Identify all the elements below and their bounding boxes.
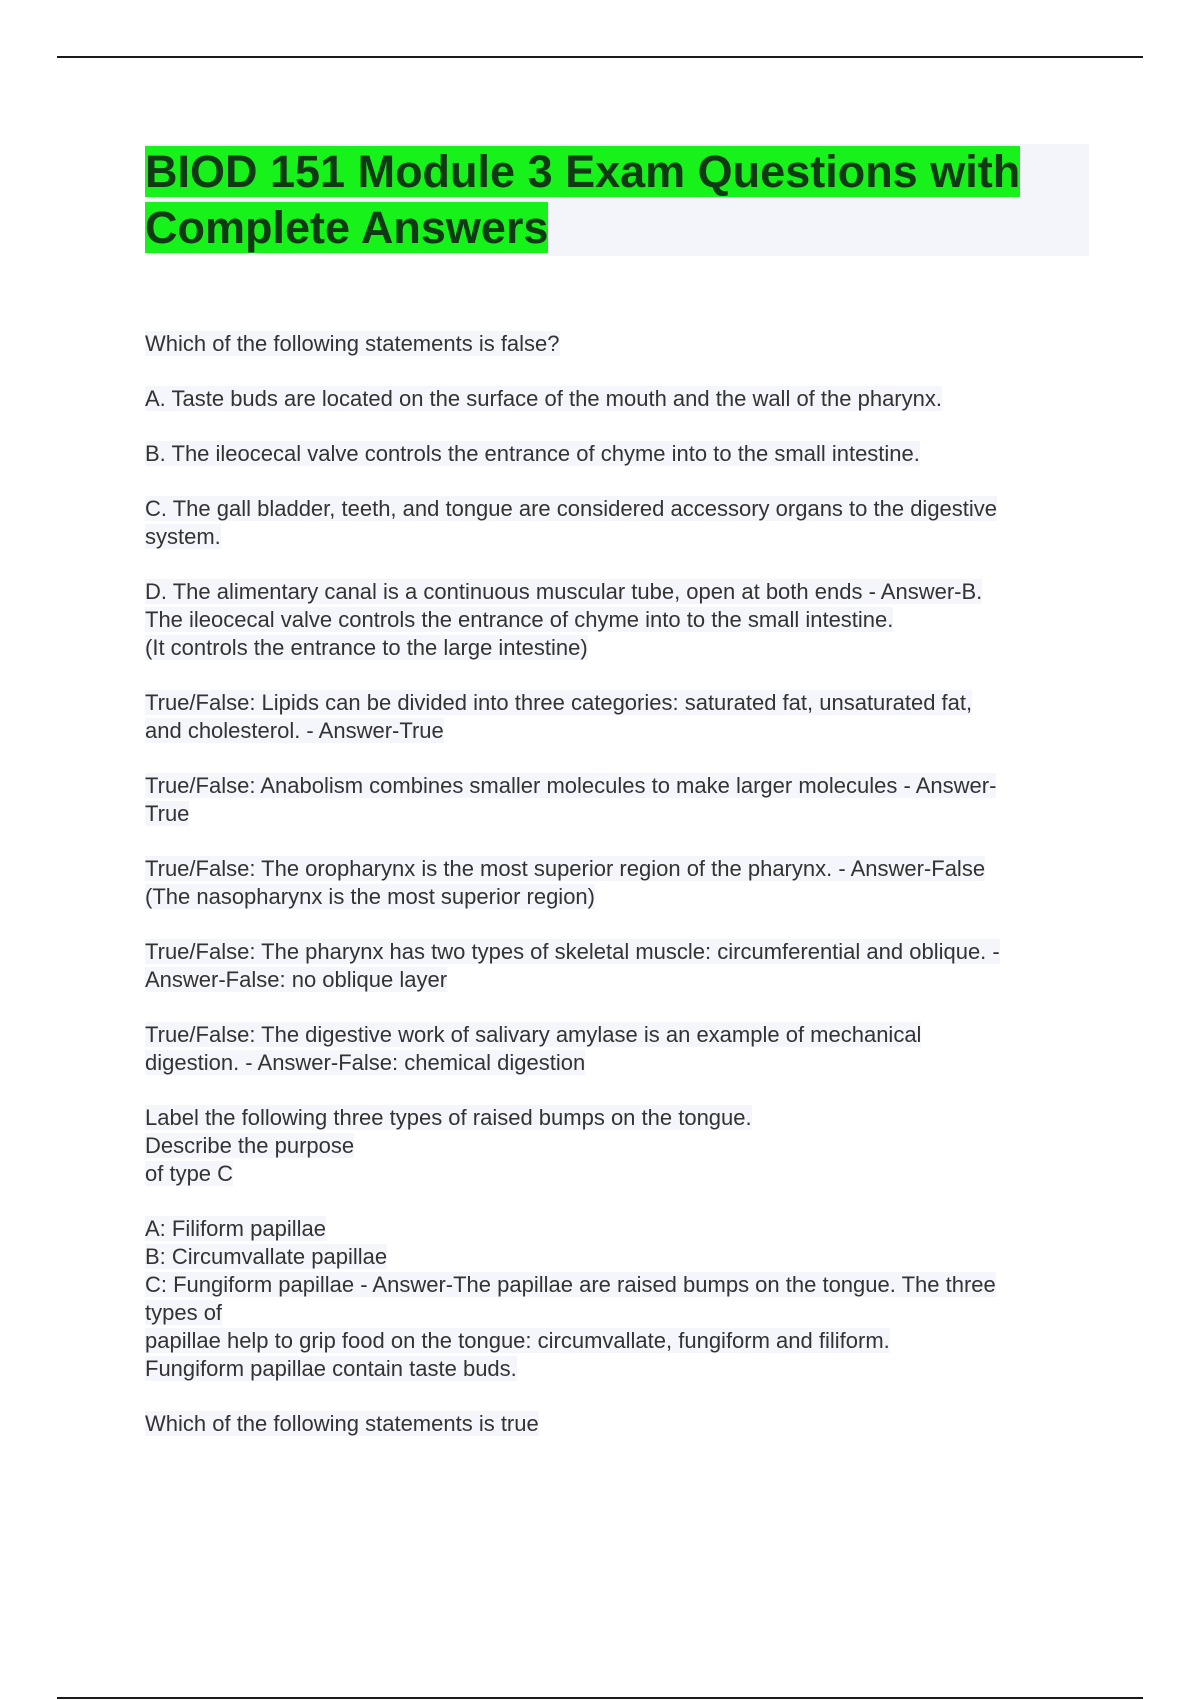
title-highlight: BIOD 151 Module 3 Exam Questions with Complete Answers	[145, 146, 1021, 253]
paragraph-line: True	[145, 801, 190, 826]
paragraph-line: A. Taste buds are located on the surface of the mouth and the wall of the pharynx.	[145, 386, 942, 411]
paragraph-line: Answer-False: no oblique layer	[145, 967, 448, 992]
paragraph-line: and cholesterol. - Answer-True	[145, 718, 444, 743]
title-block	[145, 144, 1089, 256]
paragraph	[145, 578, 1095, 662]
paragraph-line: True/False: The oropharynx is the most superior region of the pharynx. - Answer-False	[145, 856, 986, 881]
paragraph	[145, 938, 1095, 994]
paragraph-line: (It controls the entrance to the large intestine)	[145, 635, 588, 660]
paragraph	[145, 1215, 1095, 1383]
paragraph-line: Label the following three types of raised bumps on the tongue.	[145, 1105, 752, 1130]
paragraph	[145, 495, 1095, 551]
paragraph-line: Describe the purpose	[145, 1133, 355, 1158]
paragraph-line: True/False: Lipids can be divided into three categories: saturated fat, unsaturated fat,	[145, 690, 973, 715]
paragraph-line: B: Circumvallate papillae	[145, 1244, 388, 1269]
paragraph-line: C: Fungiform papillae - Answer-The papillae are raised bumps on the tongue. The three	[145, 1272, 996, 1297]
paragraph-line: B. The ileocecal valve controls the entrance of chyme into to the small intestine.	[145, 441, 920, 466]
paragraph	[145, 330, 1095, 358]
paragraph-line: papillae help to grip food on the tongue: circumvallate, fungiform and filiform.	[145, 1328, 890, 1353]
paragraph	[145, 385, 1095, 413]
paragraph-line: True/False: Anabolism combines smaller molecules to make larger molecules - Answer-	[145, 773, 997, 798]
paragraph-line: (The nasopharynx is the most superior region)	[145, 884, 595, 909]
paragraph-line: The ileocecal valve controls the entrance of chyme into to the small intestine.	[145, 607, 894, 632]
document-title	[145, 144, 1089, 256]
paragraph-line: C. The gall bladder, teeth, and tongue are considered accessory organs to the digestive	[145, 496, 998, 521]
bottom-rule	[57, 1697, 1143, 1699]
paragraph-line: True/False: The pharynx has two types of skeletal muscle: circumferential and oblique. -	[145, 939, 1000, 964]
paragraph	[145, 440, 1095, 468]
paragraph	[145, 1410, 1095, 1438]
paragraph-line: Which of the following statements is true	[145, 1411, 539, 1436]
paragraph-line: system.	[145, 524, 221, 549]
paragraph	[145, 689, 1095, 745]
paragraph-line: types of	[145, 1300, 223, 1325]
paragraph-line: D. The alimentary canal is a continuous muscular tube, open at both ends - Answer-B.	[145, 579, 983, 604]
document-body	[145, 330, 1095, 1465]
paragraph-line: Fungiform papillae contain taste buds.	[145, 1356, 517, 1381]
paragraph-line: of type C	[145, 1161, 234, 1186]
paragraph	[145, 1021, 1095, 1077]
paragraph-line: digestion. - Answer-False: chemical digestion	[145, 1050, 586, 1075]
paragraph-line: Which of the following statements is false?	[145, 331, 560, 356]
paragraph	[145, 772, 1095, 828]
paragraph-line: True/False: The digestive work of salivary amylase is an example of mechanical	[145, 1022, 922, 1047]
top-rule	[57, 56, 1143, 58]
paragraph-line: A: Filiform papillae	[145, 1216, 326, 1241]
paragraph	[145, 855, 1095, 911]
paragraph	[145, 1104, 1095, 1188]
